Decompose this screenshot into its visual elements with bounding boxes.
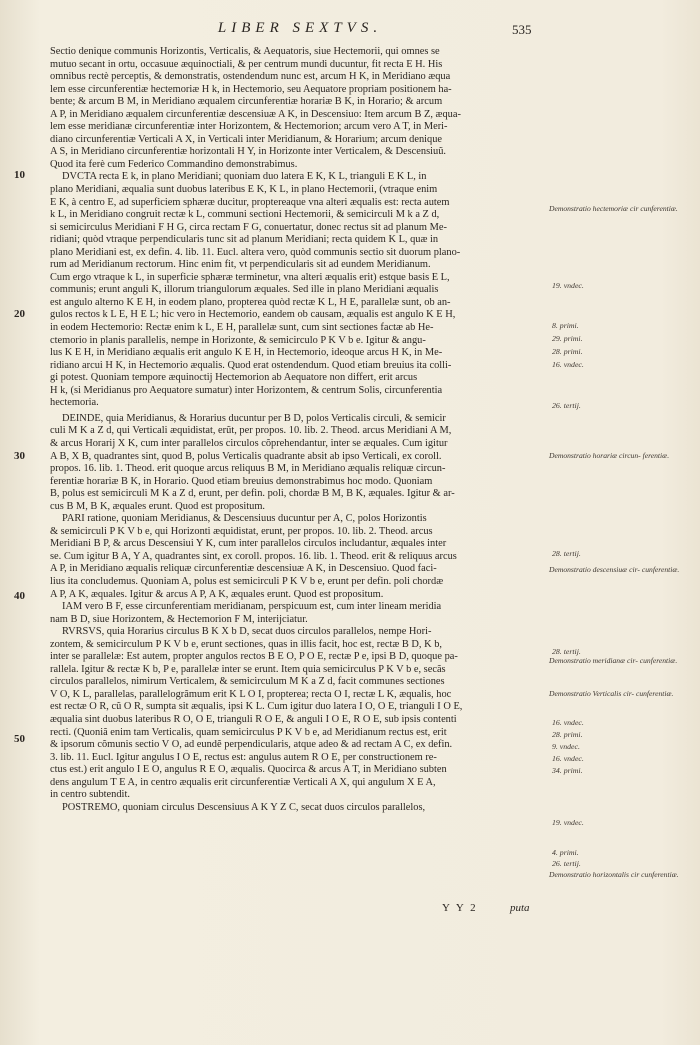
side-reference: 16. vndec. — [552, 754, 584, 763]
text-line: lus K E H, in Meridiano æqualis erit angulo K E H, in Hectemorio, ideoque arcus H K, in Me- — [50, 347, 443, 359]
text-line: ferentiæ horariæ B K, in Horario. Quod etiam breuius demonstrabimus hoc modo. Quoniam — [50, 475, 433, 487]
side-reference: 28. primi. — [552, 730, 583, 739]
text-line: PARI ratione, quoniam Meridianus, & Descensiuus ducuntur per A, C, polos Horizontis — [62, 513, 427, 525]
side-reference: 34. primi. — [552, 766, 583, 775]
text-line: DEINDE, quia Meridianus, & Horarius ducuntur per B D, polos Verticalis circuli, & semicir — [62, 412, 446, 424]
text-line: ridiano arcui H K, in Hectemorio æqualis. Quod erat ostendendum. Quod etiam breuius ita colli- — [50, 359, 452, 371]
signature-mark: Y Y 2 — [442, 902, 478, 914]
text-line: bente; & arcum B M, in Meridiano æqualem circunferentiæ horariæ B K, in Horario; & arcum — [50, 96, 443, 108]
side-reference: 19. vndec. — [552, 281, 584, 290]
text-line: V O, K L, parallelas, parallelogrãmum erit K L O I, propterea; recta O I, rectæ L K, æqualis, hoc — [50, 688, 452, 700]
side-note: Demonstratio horariæ circun- ferentiæ. — [549, 451, 670, 460]
side-reference: 28. tertij. — [552, 549, 581, 558]
text-line: & ipsorum cõmunis sectio V O, ad eundẽ perpendicularis, atque adeo & ad rectam A C, ex defin. — [50, 739, 453, 751]
text-line: & semicirculi P K V b e, qui Horizonti æquidistat, erunt, per propos. 10. lib. 2. Theod. arcus — [50, 525, 433, 537]
text-line: A S, in Meridiano circunferentiæ horizontali H Y, in Horizonte inter Verticalem, & Descensiuũ. — [50, 146, 446, 158]
text-line: Quod ita ferè cum Federico Commandino demonstrabimus. — [50, 158, 298, 170]
text-line: lius ita concludemus. Quoniam A, polus est semicirculi P K V b e, erunt per defin. poli chordæ — [50, 575, 444, 587]
text-line: æqualia sint duobus lateribus R O, O E, trianguli R O E, & anguli I O E, R O E, sub ipsis contenti — [50, 713, 457, 725]
side-reference: 16. vndec. — [552, 360, 584, 369]
text-line: 3. lib. 11. Eucl. Igitur angulus I O E, rectus est: angulus autem R O E, per constructionem re- — [50, 751, 437, 763]
side-reference: 26. tertij. — [552, 401, 581, 410]
text-line: recti. (Quoniã enim tam Verticalis, quam semicirculus P K V b e, ad Meridianum rectus est, erit — [50, 726, 447, 738]
catchword: puta — [510, 902, 530, 914]
side-reference: 16. vndec. — [552, 718, 584, 727]
text-line: plano Meridiani, æqualia sunt duobus lateribus E K, K L, in plano Hectemorii, (vtraque enim — [50, 184, 438, 196]
text-line: plano Meridiani est, ex defin. 4. lib. 11. Eucl. altera vero, quòd communis sectio sit duorum plano- — [50, 246, 461, 258]
text-line: k L, in Meridiano congruit rectæ k L, communi sectioni Hectemorii, & semicirculi M k a Z d, — [50, 209, 440, 221]
text-line: ctemorio in planis parallelis, nempe in Horizonte, & semicirculo P K V b e. Igitur & angu- — [50, 334, 426, 346]
text-line: est rectæ O R, cũ O R, sumpta sit æqualis, ipsi K L. Cum igitur duo latera I O, O E, trianguli I O E, — [50, 701, 463, 713]
text-line: gi potest. Quoniam tempore æquinoctij Hectemorion ab Aequatore non differt, erit arcus — [50, 372, 418, 384]
side-note: Demonstratio hectemoriæ cir cunferentiæ. — [549, 204, 678, 213]
text-line: inter se parallelæ: Est autem, propter angulos rectos B E O, P O E, rectæ P e, ipsi B D, quoque pa- — [50, 651, 458, 663]
side-reference: 4. primi. — [552, 848, 579, 857]
text-line: propos. 16. lib. 1. Theod. erit quoque arcus reliquus B M, in Meridiano æqualis reliquæ circun- — [50, 463, 446, 475]
text-line: gulos rectos k L E, H E L; hic vero in Hectemorio, eandem ob causam, æqualis est angulo K E H, — [50, 309, 456, 321]
side-note: Demonstratio meridianæ cir- cunferentiæ. — [549, 656, 678, 665]
text-line: cus B M, B K, æquales erunt. Quod est propositum. — [50, 500, 266, 512]
text-line: E K, à centro E, ad superficiem sphæræ ducitur, proptereaque vna alteri æqualis est: recta autem — [50, 196, 450, 208]
text-line: Cum ergo vtraque k L, in superficie sphæræ terminetur, vna alteri æqualis erit) estque basis E L, — [50, 271, 450, 283]
text-line: H k, (si Meridianus pro Aequatore sumatur) inter Horizontem, & centrum Solis, circunferentia — [50, 384, 443, 396]
text-line: & arcus Horarij X K, cum inter parallelos circulos cõprehendantur, inter se æquales. Cum igitur — [50, 437, 448, 449]
side-reference: 28. primi. — [552, 347, 583, 356]
text-line: IAM vero B F, esse circunferentiam meridianam, perspicuum est, cum inter lineam meridia — [62, 601, 442, 613]
text-line: Meridiani B P, & arcus Descensiui Y K, cum inter parallelos circulos includantur, æquales inter — [50, 538, 447, 550]
text-line: hectemoria. — [50, 397, 99, 409]
text-line: lem esse meridianæ circunferentiæ inter Horizontem, & Hectemorion; arcum vero A T, in Meri- — [50, 121, 448, 133]
text-line: RVRSVS, quia Horarius circulus B K X b D, secat duos circulos parallelos, nempe Hori- — [62, 626, 432, 638]
text-line: in eodem Hectemorio: Rectæ enim k L, E H, parallelæ sunt, cum sint sectiones factæ ab He- — [50, 322, 434, 334]
text-line: POSTREMO, quoniam circulus Descensiuus A K Y Z C, secat duos circulos parallelos, — [62, 801, 426, 813]
side-reference: 8. primi. — [552, 321, 579, 330]
margin-line-number: 30 — [14, 450, 25, 462]
side-reference: 28. tertij. — [552, 647, 581, 656]
side-reference: 26. tertij. — [552, 859, 581, 868]
text-line: rum ad Meridianum rectorum. Hinc enim fit, vt perpendicularis sit ad eundem Meridianum. — [50, 259, 431, 271]
side-note: Demonstratio descensiuæ cir- cunferentiæ. — [549, 565, 680, 574]
text-line: circulos parallelos, nimirum Verticalem, & semicirculum M K a Z d, facit communes sectiones — [50, 676, 445, 688]
text-line: A B, X B, quadrantes sint, quod B, polus Verticalis quadrante absit ab ipso Verticali, ex coroll. — [50, 450, 442, 462]
text-line: culi M K a Z d, qui Verticali æquidistat, erũt, per propos. 10. lib. 2. Theod. arcus Meridiani A M, — [50, 425, 452, 437]
text-line: mutuo secant in ortu, occasuue æquinoctiali, & per centrum mundi ducuntur, fit recta E H. His — [50, 58, 443, 70]
text-line: A P, in Meridiano æqualis reliquæ circunferentiæ descensiuæ A K, in Descensiuo. Quod faci- — [50, 563, 437, 575]
text-line: DVCTA recta E k, in plano Meridiani; quoniam duo latera E K, K L, trianguli E K L, in — [62, 171, 427, 183]
text-line: B, polus est semicirculi M K a Z d, erunt, per defin. poli, chordæ B M, B K, æquales. Igitur & ar- — [50, 488, 455, 500]
text-line: ctus est.) erit angulo I E O, angulus R E O, æqualis. Quocirca & arcus A T, in Meridiano subten — [50, 764, 447, 776]
main-text-block — [50, 46, 540, 814]
side-reference: 29. primi. — [552, 334, 583, 343]
text-line: est angulo alterno K E H, in eodem plano, propterea quòd rectæ K L, H E, parallelæ sunt, ob an- — [50, 296, 451, 308]
margin-line-number: 10 — [14, 169, 25, 181]
margin-line-number: 40 — [14, 590, 25, 602]
text-line: ridiani; quòd vtraque perpendicularis tunc sit ad planum Meridiani; recta quidem K L, quæ in — [50, 234, 439, 246]
text-line: communis; erunt anguli K, illorum triangulorum æquales. Sed ille in plano Meridiani æqualis — [50, 284, 439, 296]
side-reference: 9. vndec. — [552, 742, 580, 751]
side-note: Demonstratio Verticalis cir- cunferentiæ. — [549, 689, 674, 698]
text-line: A P, A K, æquales. Igitur & arcus A P, A K, æquales erunt. Quod est propositum. — [50, 588, 384, 600]
text-line: lem esse circunferentiæ hectemoriæ H k, in Hectemorio, seu Aequatore propriam positionem ha- — [50, 83, 452, 95]
margin-line-number: 50 — [14, 733, 25, 745]
text-line: A P, in Meridiano æqualem circunferentiæ descensiuæ A K, in Descensiuo: Item arcum B Z, æqua- — [50, 108, 461, 120]
side-note: Demonstratio horizontalis cir cunferentiæ. — [549, 870, 679, 879]
page-number: 535 — [512, 22, 532, 37]
text-line: si semicirculus Meridiani F H G, circa rectam F G, conuertatur, donec rectus sit ad planum Me- — [50, 221, 447, 233]
side-reference: 19. vndec. — [552, 818, 584, 827]
text-line: Sectio denique communis Horizontis, Verticalis, & Aequatoris, siue Hectemorii, qui omnes se — [50, 46, 440, 57]
text-line: dens angulum T E A, in centro æqualis erit circunferentiæ Verticali A X, qui angulum X E A, — [50, 776, 436, 788]
text-line: omnibus rectè perceptis, & demonstratis, ostendendum nunc est, arcum H K, in Meridiano æqua — [50, 71, 451, 83]
running-head: LIBER SEXTVS. — [217, 20, 383, 36]
text-line: zontem, & semicirculum P K V b e, erunt sectiones, quas in illis facit, hoc est, rectæ B D, K b, — [50, 638, 442, 650]
text-line: in centro subtendit. — [50, 789, 130, 801]
text-line: diano circunferentiæ Verticali A X, in Verticali inter Meridianum, & Horarium; arcum denique — [50, 133, 443, 145]
text-line: nam B D, siue Horizontem, & Hectemorion F M, interijciatur. — [50, 613, 308, 625]
text-line: se. Cum igitur B A, Y A, quadrantes sint, ex coroll. propos. 16. lib. 1. Theod. erit & reliquus arcus — [50, 550, 457, 562]
text-line: rallela. Igitur & rectæ K b, P e, parallelæ inter se erunt. Item quia semicirculus P K V b e, secãs — [50, 663, 446, 675]
margin-line-number: 20 — [14, 308, 25, 320]
